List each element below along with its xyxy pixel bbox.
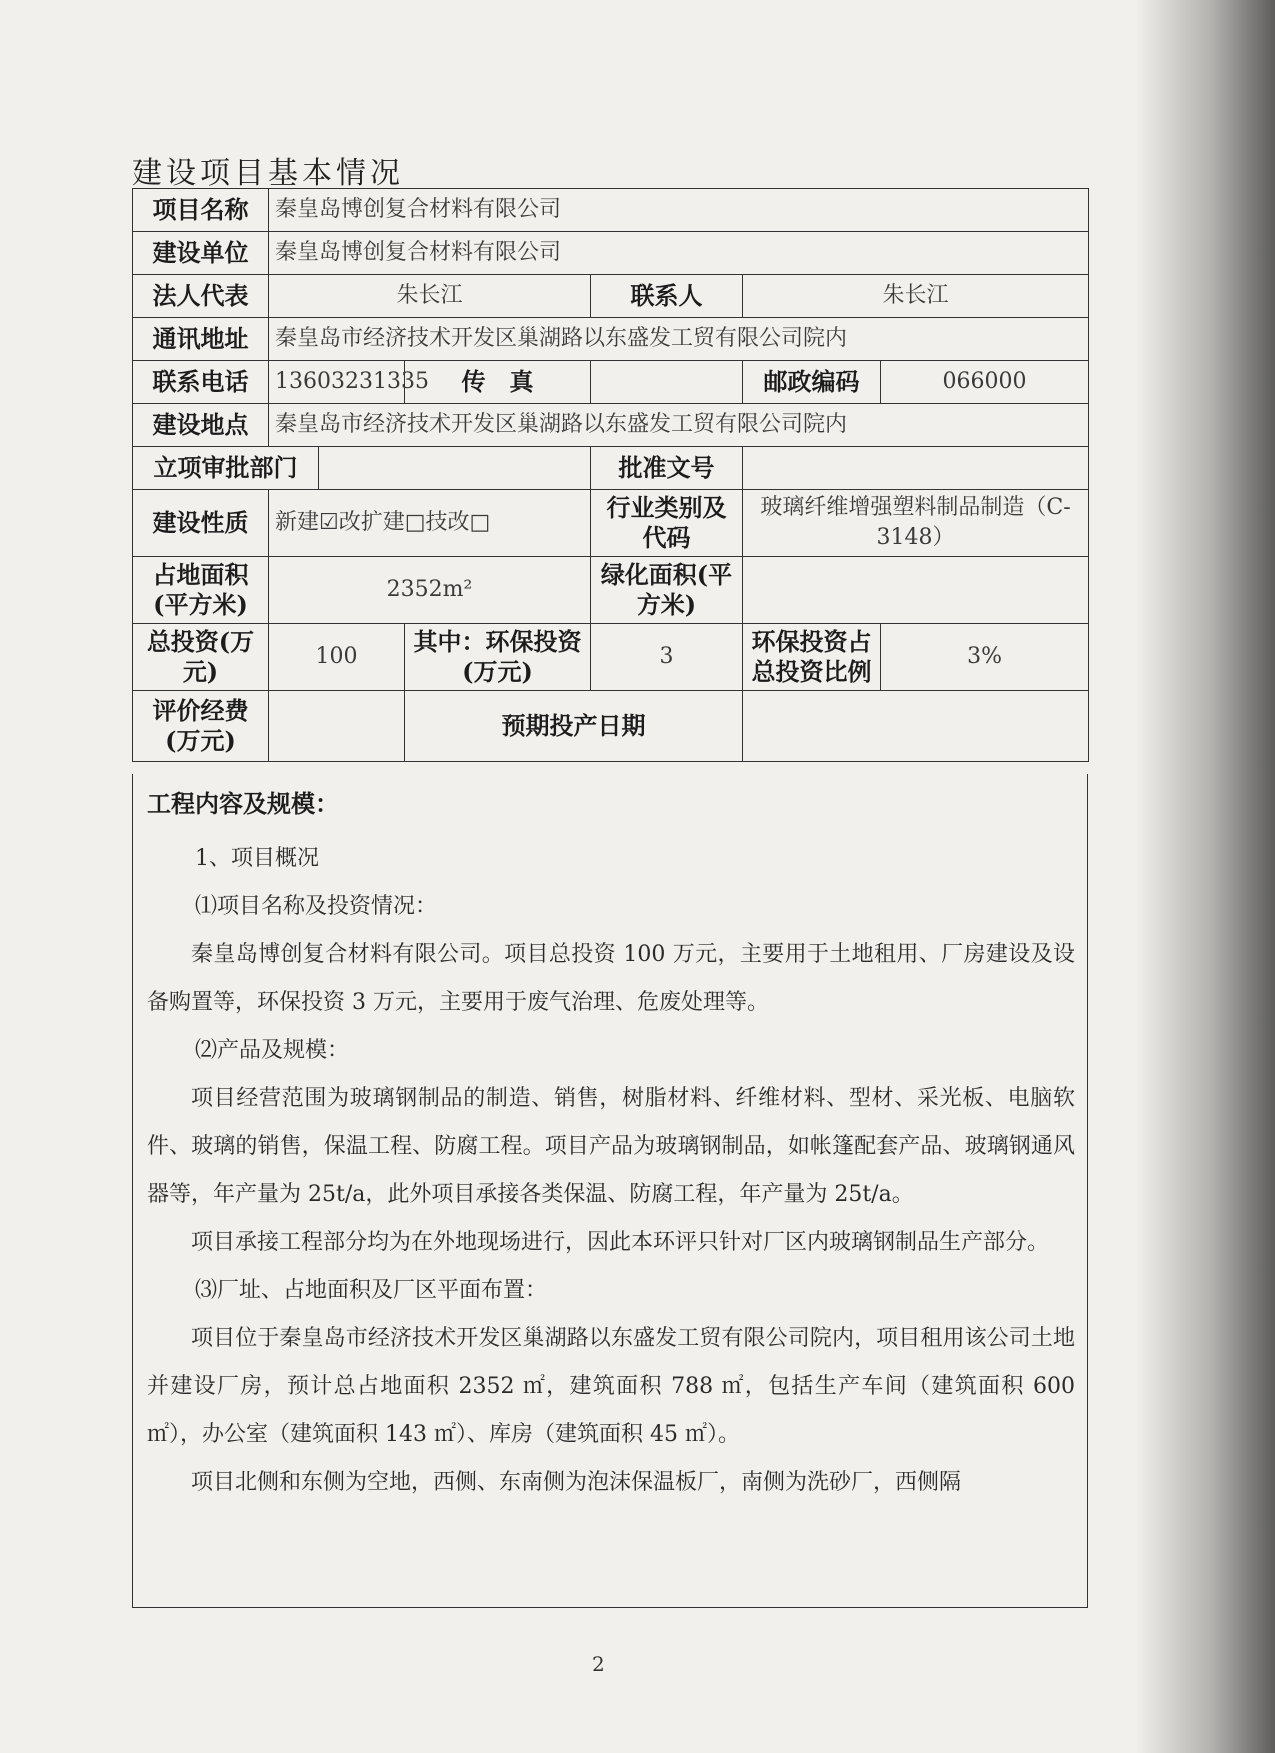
row-area <box>133 557 1089 624</box>
address-value: 秦皇岛市经济技术开发区巢湖路以东盛发工贸有限公司院内 <box>269 318 1089 361</box>
approval-label: 立项审批部门 <box>133 447 319 490</box>
phone-label: 联系电话 <box>133 361 269 404</box>
subsection-overview: 1、项目概况 <box>195 846 319 871</box>
row-address <box>133 318 1089 361</box>
page-title: 建设项目基本情况 <box>132 156 404 191</box>
paragraph-investment: 秦皇岛博创复合材料有限公司。项目总投资 100 万元，主要用于土地租用、厂房建设及设备购置等，环保投资 3 万元，主要用于废气治理、危废处理等。 <box>147 942 1075 1015</box>
legal-rep-value: 朱长江 <box>269 275 591 318</box>
paragraph-products: 项目经营范围为玻璃钢制品的制造、销售，树脂材料、纤维材料、型材、采光板、电脑软件、玻璃的销售，保温工程、防腐工程。项目产品为玻璃钢制品，如帐篷配套产品、玻璃钢通风器等，年产量为 25t/a，此外项目承接各类保温、防腐工程，年产量为 25t/a。 <box>147 1086 1075 1207</box>
zip-label: 邮政编码 <box>743 361 881 404</box>
fee-value <box>269 691 405 762</box>
row-builder <box>133 232 1089 275</box>
total-invest-label: 总投资(万元) <box>133 624 269 691</box>
builder-value: 秦皇岛博创复合材料有限公司 <box>269 232 1089 275</box>
legal-rep-label: 法人代表 <box>133 275 269 318</box>
content-heading: 工程内容及规模： <box>147 789 339 818</box>
subsection-site-layout: ⑶厂址、占地面积及厂区平面布置： <box>195 1278 548 1303</box>
approval-doc-value <box>743 447 1089 490</box>
row-project-name <box>133 189 1089 232</box>
basic-info-table <box>132 188 1089 762</box>
paragraph-surroundings: 项目北侧和东侧为空地，西侧、东南侧为泡沫保温板厂，南侧为洗砂厂，西侧隔 <box>191 1470 962 1495</box>
project-content-section <box>132 774 1088 1608</box>
area-value: 2352m² <box>269 557 591 624</box>
nature-value: 新建☑改扩建□技改□ <box>269 490 591 557</box>
env-ratio-label: 环保投资占总投资比例 <box>743 624 881 691</box>
production-date-label: 预期投产日期 <box>405 691 743 762</box>
paragraph-site: 项目位于秦皇岛市经济技术开发区巢湖路以东盛发工贸有限公司院内，项目租用该公司土地并建设厂房，预计总占地面积 2352 ㎡，建筑面积 788 ㎡，包括生产车间（建筑面积 600 ㎡），办公室（建筑面积 143 ㎡）、库房（建筑面积 45 ㎡）。 <box>147 1326 1075 1447</box>
fee-label: 评价经费(万元) <box>133 691 269 762</box>
env-invest-label: 其中：环保投资(万元) <box>405 624 591 691</box>
builder-label: 建设单位 <box>133 232 269 275</box>
row-nature <box>133 490 1089 557</box>
total-invest-value: 100 <box>269 624 405 691</box>
row-approval <box>133 447 1089 490</box>
project-name-value: 秦皇岛博创复合材料有限公司 <box>269 189 1089 232</box>
zip-value: 066000 <box>881 361 1089 404</box>
env-ratio-value: 3% <box>881 624 1089 691</box>
paragraph-scope: 项目承接工程部分均为在外地现场进行，因此本环评只针对厂区内玻璃钢制品生产部分。 <box>191 1230 1050 1255</box>
phone-value: 13603231335 <box>269 361 405 404</box>
industry-value: 玻璃纤维增强塑料制品制造（C-3148） <box>743 490 1089 557</box>
subsection-name-investment: ⑴项目名称及投资情况： <box>195 894 438 919</box>
site-value: 秦皇岛市经济技术开发区巢湖路以东盛发工贸有限公司院内 <box>269 404 1089 447</box>
project-name-label: 项目名称 <box>133 189 269 232</box>
row-fee <box>133 691 1089 762</box>
green-area-label: 绿化面积(平方米) <box>591 557 743 624</box>
industry-label: 行业类别及代码 <box>591 490 743 557</box>
address-label: 通讯地址 <box>133 318 269 361</box>
row-phone <box>133 361 1089 404</box>
fax-value <box>591 361 743 404</box>
site-label: 建设地点 <box>133 404 269 447</box>
subsection-products: ⑵产品及规模： <box>195 1038 350 1063</box>
green-area-value <box>743 557 1089 624</box>
row-legal-rep <box>133 275 1089 318</box>
approval-value <box>319 447 591 490</box>
row-investment <box>133 624 1089 691</box>
nature-label: 建设性质 <box>133 490 269 557</box>
area-label: 占地面积(平方米) <box>133 557 269 624</box>
page-number: 2 <box>592 1652 605 1676</box>
contact-value: 朱长江 <box>743 275 1089 318</box>
approval-doc-label: 批准文号 <box>591 447 743 490</box>
contact-label: 联系人 <box>591 275 743 318</box>
production-date-value <box>743 691 1089 762</box>
fax-label: 传 真 <box>405 361 591 404</box>
env-invest-value: 3 <box>591 624 743 691</box>
scan-edge-shadow <box>1135 0 1275 1753</box>
row-site <box>133 404 1089 447</box>
